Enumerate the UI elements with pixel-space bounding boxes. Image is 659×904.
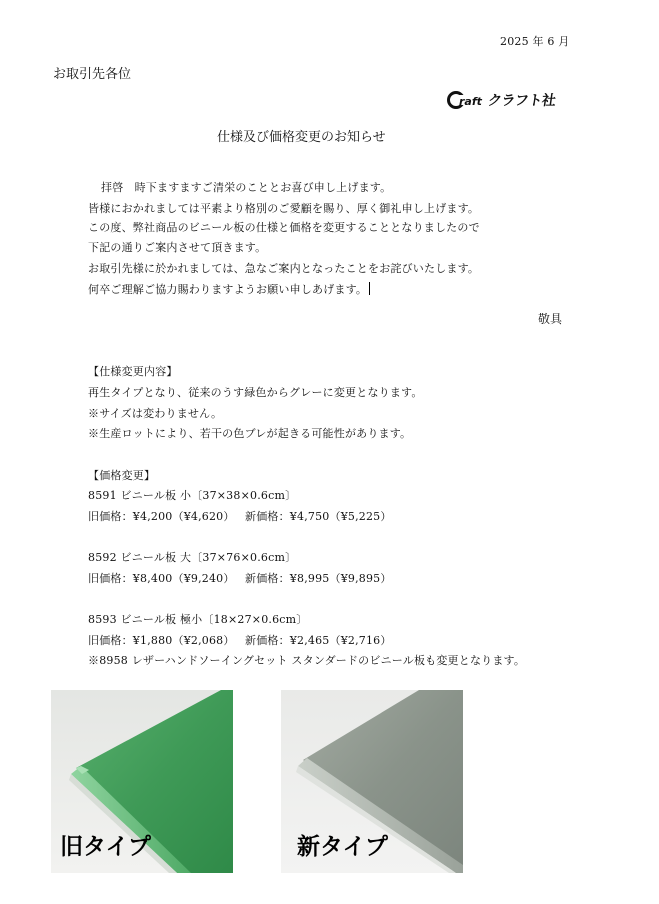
closing: 敬具 [538,312,563,326]
old-type-photo [51,690,233,873]
price-item-new: 新価格：¥2,465（¥2,716） [245,634,392,647]
old-type-label: 旧タイプ [60,834,151,860]
price-heading: 【価格変更】 [88,469,156,482]
craft-logo-mark [447,91,487,109]
price-item-new: 新価格：¥4,750（¥5,225） [245,510,392,523]
recipient: お取引先各位 [53,67,132,82]
price-item-name: 8593 ビニール板 極小〔18×27×0.6cm〕 [88,613,308,626]
spec-line: ※生産ロットにより、若干の色ブレが起きる可能性があります。 [88,427,412,440]
price-item-name: 8591 ビニール板 小〔37×38×0.6cm〕 [88,489,297,502]
body-line: 皆様におかれましては平素より格別のご愛顧を賜り、厚く御礼申し上げます。 [88,202,480,215]
spec-line: 再生タイプとなり、従来のうす緑色からグレーに変更となります。 [88,386,423,399]
body-line: 拝啓 時下ますますご清栄のこととお喜び申し上げます。 [101,181,392,194]
company-logo [447,91,556,109]
company-name: クラフト社 [486,93,557,109]
price-item-new: 新価格：¥8,995（¥9,895） [245,572,392,585]
price-note: ※8958 レザーハンドソーイングセット スタンダードのビニール板も変更となります。 [88,654,526,667]
svg-text:raft: raft [459,95,482,108]
spec-heading: 【仕様変更内容】 [88,365,178,378]
price-item-old: 旧価格：¥4,200（¥4,620） [88,510,235,523]
price-item-old: 旧価格：¥8,400（¥9,240） [88,572,235,585]
text-cursor [369,282,370,295]
page-title: 仕様及び価格変更のお知らせ [217,130,386,145]
body-line: 何卒ご理解ご協力賜わりますようお願い申しあげます。 [88,283,368,296]
body-line: この度、弊社商品のビニール板の仕様と価格を変更することとなりましたので [88,221,480,234]
price-item-name: 8592 ビニール板 大〔37×76×0.6cm〕 [88,551,297,564]
spec-line: ※サイズは変わりません。 [88,407,223,420]
document-date: 2025 年 6 月 [500,35,570,48]
body-line: お取引先様に於かれましては、急なご案内となったことをお詫びいたします。 [88,262,480,275]
body-line-last [88,281,370,297]
price-item-old: 旧価格：¥1,880（¥2,068） [88,634,235,647]
new-type-label: 新タイプ [297,834,388,860]
body-line: 下記の通りご案内させて頂きます。 [88,241,267,254]
new-type-photo [281,690,463,873]
